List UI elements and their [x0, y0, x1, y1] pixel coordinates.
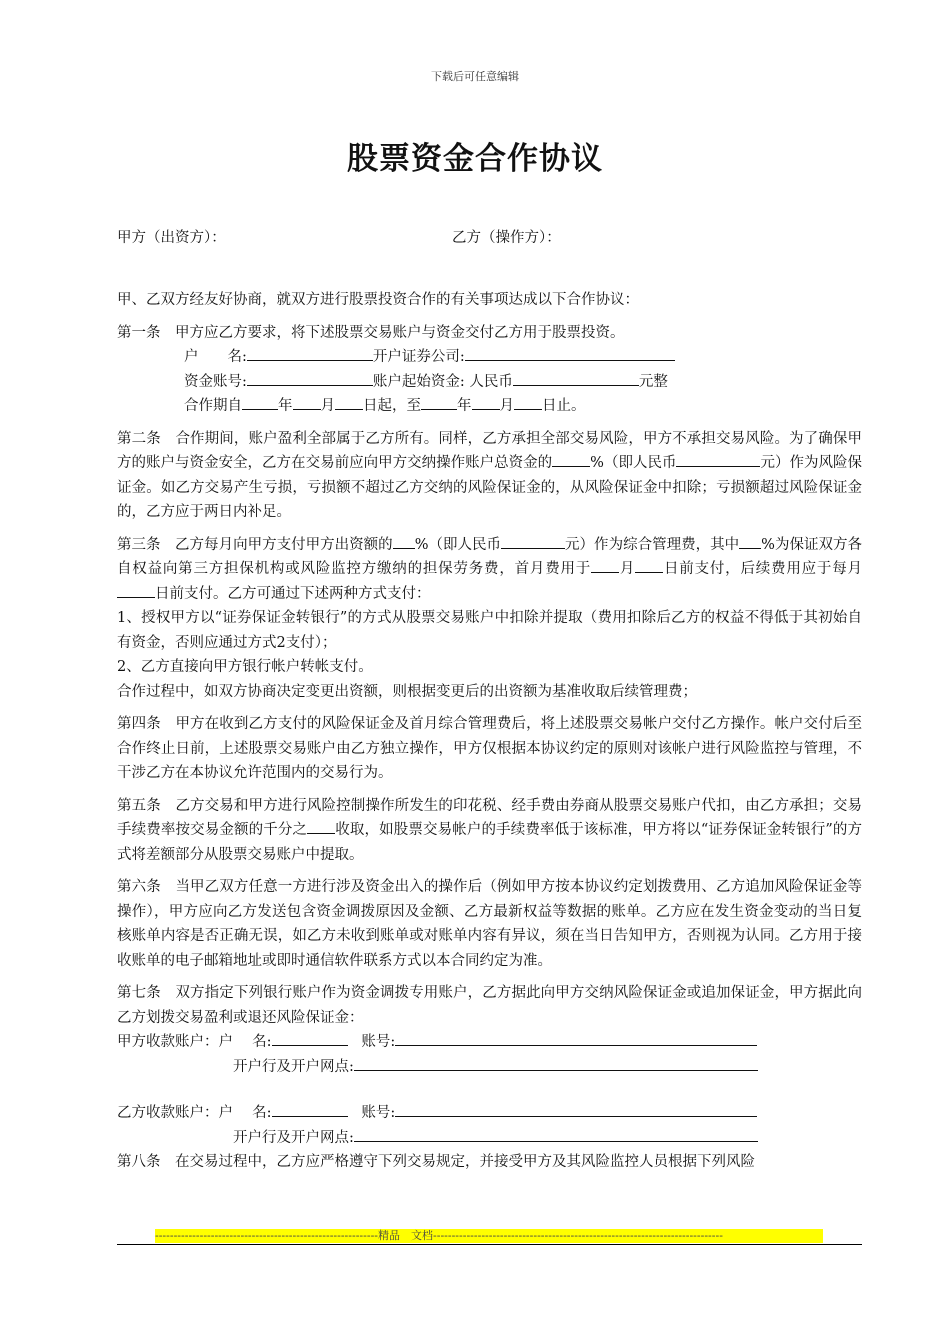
- article-3-text-f: 日前支付，后续费用应于每月: [663, 561, 863, 577]
- party-a-account-line: [117, 1030, 862, 1055]
- article-5-text-a: 第五条 乙方交易和甲方进行风险控制操作所发生的印花税、经手费由券商从股票交易账户代扣，由乙方承担；交易手续费率按交易金额的千分之: [117, 797, 862, 838]
- intro-paragraph: 甲、乙双方经友好协商，就双方进行股票投资合作的有关事项达成以下合作协议：: [117, 292, 639, 308]
- article-2: [117, 427, 862, 525]
- party-a-bank-blank[interactable]: [354, 1056, 758, 1071]
- article-1-name-line: [117, 345, 862, 370]
- article-6: 第六条 当甲乙双方任意一方进行涉及资金出入的操作后（例如甲方按本协议约定划拨费用、乙方追加风险保证金等操作），甲方应向乙方发送包含资金调拨原因及金额、乙方最新权益等数据的账单。乙方应在发生资金变动的当日复核账单内容是否正确无误，如乙方未收到账单或对账单内容有异议，须在当日告知甲方，否则视为认同。乙方用于接收账单的电子邮箱地址或即时通信软件联系方式以本合同约定为准。: [117, 879, 862, 969]
- article-3-option-2: 2、乙方直接向甲方银行帐户转帐支付。: [117, 659, 373, 675]
- first-month-blank[interactable]: [591, 558, 619, 573]
- article-3-text-e: 月: [619, 561, 636, 577]
- article-3-option-1: 1、授权甲方以“证券保证金转银行”的方式从股票交易账户中扣除并提取（费用扣除后乙方的权益不得低于其初始自有资金，否则应通过方式2支付）；: [117, 610, 862, 651]
- footer-watermark-bar: ------------------------------------------------------------精品 文档------------------------------------------------------------------------------: [155, 1229, 823, 1243]
- page-title: 股票资金合作协议: [347, 141, 603, 177]
- account-number-label: 账号:: [361, 1105, 396, 1121]
- article-2-text-b: %（即人民币: [590, 455, 677, 471]
- period-label: 合作期自: [184, 398, 242, 414]
- party-b-label: 乙方（操作方）：: [452, 230, 561, 246]
- article-1-period-line: [117, 394, 862, 419]
- start-funds-blank[interactable]: [513, 371, 639, 386]
- account-number-label: 账号:: [361, 1034, 396, 1050]
- end-day-blank[interactable]: [514, 395, 542, 410]
- article-3-text-a: 第三条 乙方每月向甲方支付甲方出资额的: [117, 536, 393, 553]
- article-2-text-a: 第二条 合作期间，账户盈利全部属于乙方所有。同样，乙方承担全部交易风险，甲方不承担交易风险。为了确保甲方的账户与资金安全，乙方在交易前应向甲方交纳操作账户总资金的: [117, 430, 862, 471]
- month-label: 月: [320, 398, 335, 414]
- fee-percent-blank[interactable]: [393, 534, 415, 549]
- footer-divider: [117, 1244, 862, 1245]
- article-5: [117, 794, 862, 868]
- start-day-blank[interactable]: [335, 395, 363, 410]
- day-from-label: 日起，至: [363, 398, 421, 414]
- party-a-bank-line: [117, 1055, 862, 1080]
- party-b-bank-line: [117, 1126, 862, 1151]
- account-name-label: 户 名:: [218, 1034, 272, 1050]
- article-1-account-line: [117, 370, 862, 395]
- party-b-account-line: [117, 1101, 862, 1126]
- article-7: 第七条 双方指定下列银行账户作为资金调拨专用账户，乙方据此向甲方交纳风险保证金或追加保证金，甲方据此向乙方划拨交易盈利或退还风险保证金：: [117, 985, 862, 1026]
- year-label: 年: [278, 398, 293, 414]
- party-a-label: 甲方（出资方）：: [117, 230, 226, 246]
- article-4: 第四条 甲方在收到乙方支付的风险保证金及首月综合管理费后，将上述股票交易帐户交付乙方操作。帐户交付后至合作终止日前，上述股票交易账户由乙方独立操作，甲方仅根据本协议约定的原则对该帐户进行风险监控与管理，不干涉乙方在本协议允许范围内的交易行为。: [117, 716, 862, 781]
- article-3-text-c: 元）作为综合管理费，其中: [565, 536, 740, 553]
- year-label: 年: [457, 398, 472, 414]
- fund-account-label: 资金账号:: [184, 373, 247, 390]
- fee-amount-blank[interactable]: [501, 534, 565, 549]
- start-year-blank[interactable]: [242, 395, 278, 410]
- article-3-text-b: %（即人民币: [414, 536, 502, 553]
- article-3-note: 合作过程中，如双方协商决定变更出资额，则根据变更后的出资额为基准收取后续管理费；: [117, 683, 697, 700]
- end-month-blank[interactable]: [472, 395, 500, 410]
- account-name-blank[interactable]: [247, 346, 373, 361]
- party-a-account-label: 甲方收款账户：: [117, 1034, 219, 1050]
- party-b-name-blank[interactable]: [272, 1102, 348, 1117]
- deposit-amount-blank[interactable]: [676, 452, 760, 467]
- article-3-text-d: %为保证双方各自权益向第三方担保机构或风险监控方缴纳的担保劳务费，首月费用于: [117, 536, 863, 577]
- yuan-label: 元整: [638, 373, 668, 390]
- party-b-account-blank[interactable]: [395, 1102, 757, 1117]
- account-name-label: 户 名:: [218, 1105, 272, 1121]
- day-end-label: 日止。: [542, 398, 586, 414]
- article-5-text-b: 收取，如股票交易帐户的手续费率低于该标准，甲方将以“证券保证金转银行”的方式将差额部分从股票交易账户中提取。: [117, 822, 862, 863]
- bank-label: 开户行及开户网点:: [233, 1058, 354, 1075]
- deposit-percent-blank[interactable]: [552, 452, 590, 467]
- party-a-account-blank[interactable]: [395, 1031, 757, 1046]
- start-month-blank[interactable]: [293, 395, 321, 410]
- article-1: 第一条 甲方应乙方要求，将下述股票交易账户与资金交付乙方用于股票投资。: [117, 324, 625, 341]
- broker-label: 开户证券公司:: [372, 349, 465, 365]
- fund-account-blank[interactable]: [247, 371, 373, 386]
- monthly-day-blank[interactable]: [117, 583, 155, 598]
- commission-rate-blank[interactable]: [307, 819, 335, 834]
- bank-label: 开户行及开户网点:: [233, 1129, 354, 1146]
- party-a-name-blank[interactable]: [272, 1031, 348, 1046]
- header-note: 下载后可任意编辑: [431, 70, 519, 83]
- account-name-label: 户 名:: [184, 349, 247, 365]
- month-label: 月: [499, 398, 514, 414]
- article-2-text-c: 元）作为风险保证金。如乙方交易产生亏损，亏损额不超过乙方交纳的风险保证金的，从风险保证金中扣除；亏损额超过风险保证金的，乙方应于两日内补足。: [117, 455, 863, 520]
- start-funds-label: 账户起始资金: 人民币: [372, 373, 513, 390]
- article-3-text-g: 日前支付。乙方可通过下述两种方式支付：: [155, 585, 431, 602]
- party-b-bank-blank[interactable]: [354, 1127, 758, 1142]
- article-8: 第八条 在交易过程中，乙方应严格遵守下列交易规定，并接受甲方及其风险监控人员根据下列风险: [117, 1154, 755, 1170]
- first-day-blank[interactable]: [635, 558, 663, 573]
- agreement-body: [117, 288, 862, 1175]
- end-year-blank[interactable]: [421, 395, 457, 410]
- guarantee-percent-blank[interactable]: [739, 534, 761, 549]
- party-b-account-label: 乙方收款账户：: [117, 1105, 219, 1121]
- broker-blank[interactable]: [465, 346, 675, 361]
- article-3: [117, 533, 862, 607]
